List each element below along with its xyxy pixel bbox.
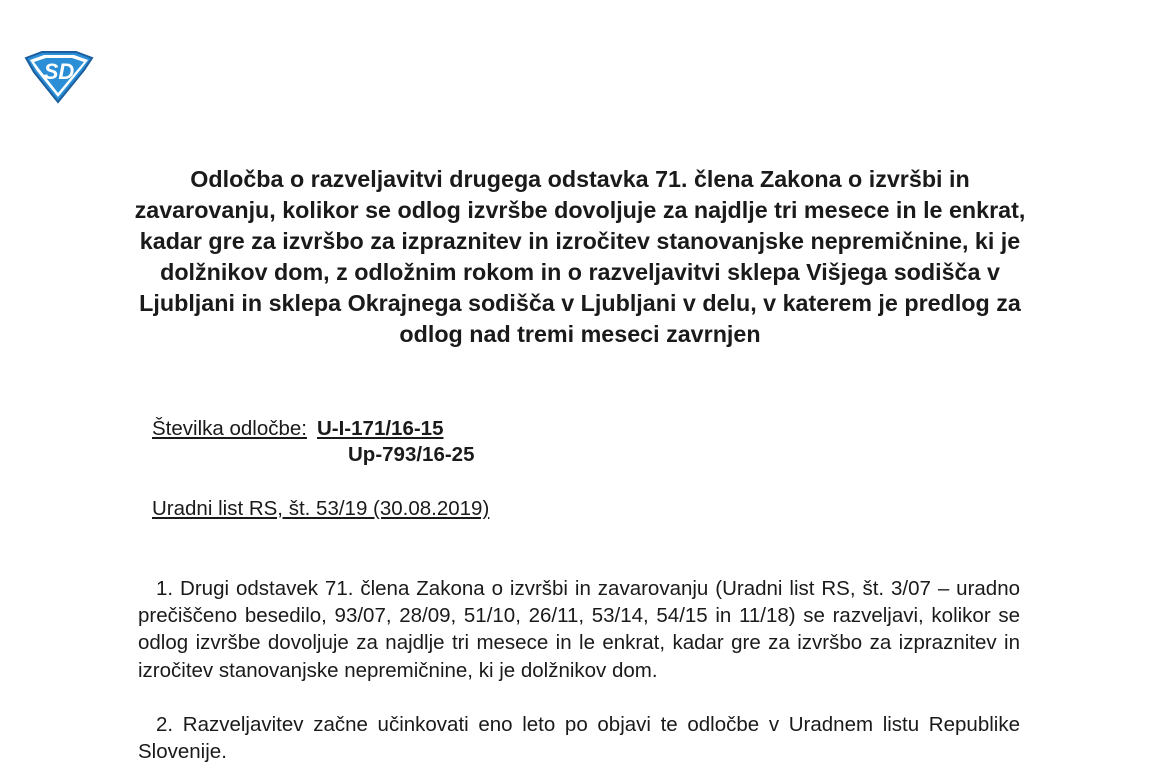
logo-text: SD: [43, 59, 75, 84]
gazette-reference: Uradni list RS, št. 53/19 (30.08.2019): [152, 497, 490, 520]
paragraph-1: [138, 575, 1020, 684]
decision-number-primary: U-I-171/16-15: [316, 417, 444, 440]
decision-number-label: Številka odločbe:: [152, 417, 307, 440]
decision-number-secondary: Up-793/16-25: [348, 443, 475, 466]
paragraph-number: 1.: [156, 577, 174, 600]
sd-logo-icon: [22, 48, 96, 104]
paragraph-2: [138, 711, 1020, 765]
paragraph-text: Drugi odstavek 71. člena Zakona o izvršbi in zavarovanju (Uradni list RS, št. 3/07 – uradno prečiščeno besedilo, 93/07, 28/09, 51/10, 26/11, 53/14, 54/15 in 11/18) se razveljavi, kolikor se odlog izvršbe dovoljuje za najdlje tri mesece in le enkrat, kadar gre za izvršbo za izpraznitev in izročitev stanovanjske nepremičnine, ki je dolžnikov dom.: [138, 577, 1020, 682]
paragraph-number: 2.: [156, 713, 174, 736]
paragraph-text: Razveljavitev začne učinkovati eno leto po objavi te odločbe v Uradnem listu Republike Slovenije.: [138, 713, 1020, 764]
decision-number-line: [152, 416, 443, 442]
document-title: Odločba o razveljavitvi drugega odstavka 71. člena Zakona o izvršbi in zavarovanju, kolikor se odlog izvršbe dovoljuje za najdlje tri mesece in le enkrat, kadar gre za izvršbo za izpraznitev in izročitev stanovanjske nepremičnine, ki je dolžnikov dom, z odložnim rokom in o razveljavitvi sklepa Višjega sodišča v Ljubljani in sklepa Okrajnega sodišča v Ljubljani v delu, v katerem je predlog za odlog nad tremi meseci zavrnjen: [134, 166, 1026, 348]
